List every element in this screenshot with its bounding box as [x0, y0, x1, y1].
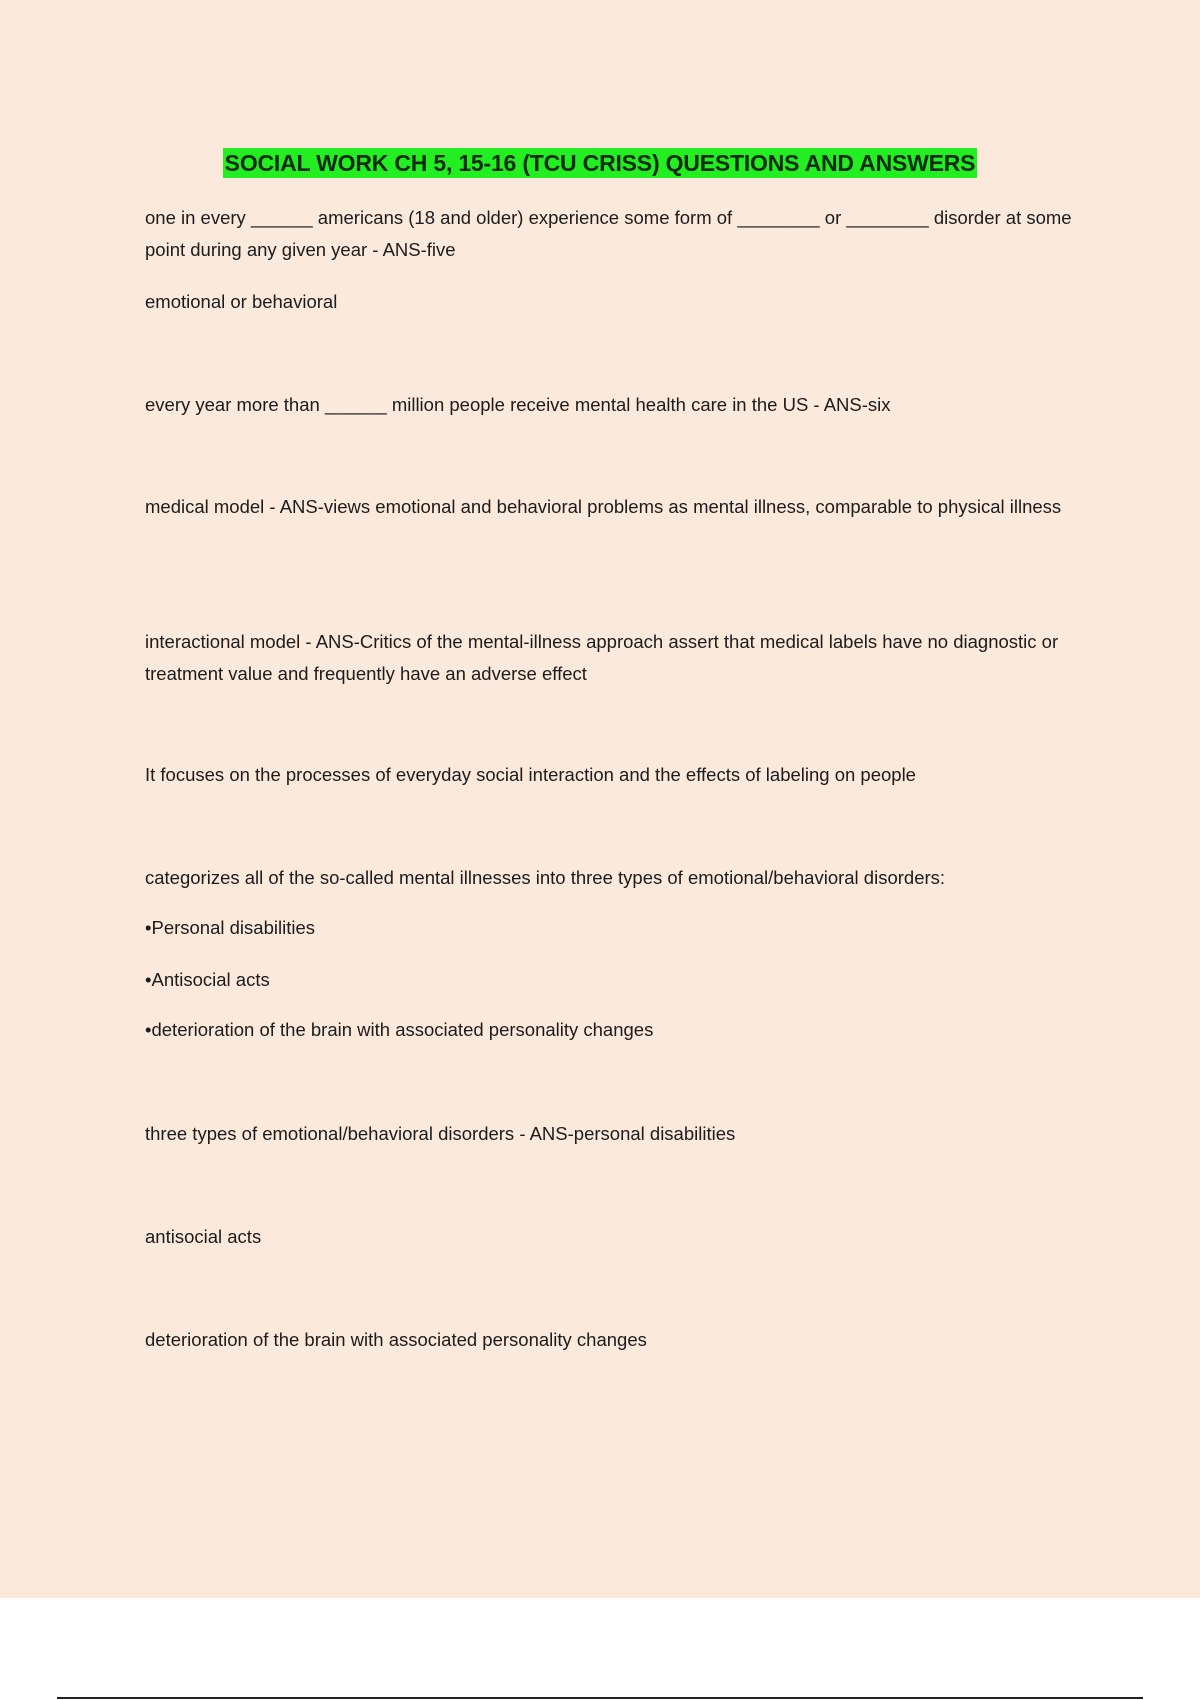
bullet-antisocial-acts: •Antisocial acts — [145, 969, 270, 990]
paragraph-medical-model: medical model - ANS-views emotional and behavioral problems as mental illness, comparable to physical illness — [145, 496, 1062, 517]
paragraph-categorizes: categorizes all of the so-called mental illnesses into three types of emotional/behavioral disorders: — [145, 867, 946, 888]
title-wrap — [0, 148, 1200, 178]
bullet-deterioration: •deterioration of the brain with associated personality changes — [145, 1019, 654, 1040]
paragraph-question-2: every year more than ______ million people receive mental health care in the US - ANS-six — [145, 394, 891, 415]
footer-divider — [57, 1697, 1143, 1699]
paragraph-deterioration: deterioration of the brain with associated personality changes — [145, 1329, 647, 1350]
paragraph-antisocial-acts: antisocial acts — [145, 1226, 262, 1247]
paragraph-focus: It focuses on the processes of everyday social interaction and the effects of labeling on people — [145, 764, 916, 785]
paragraph-answer-1: emotional or behavioral — [145, 291, 338, 312]
document-title: SOCIAL WORK CH 5, 15-16 (TCU CRISS) QUESTIONS AND ANSWERS — [224, 150, 976, 176]
paragraph-interactional-model: interactional model - ANS-Critics of the mental-illness approach assert that medical labels have no diagnostic or treatment value and frequently have an adverse effect — [145, 631, 1059, 684]
paragraph-question-1: one in every ______ americans (18 and older) experience some form of ________ or ________ disorder at some point during any given year - ANS-five — [145, 207, 1072, 260]
paragraph-three-types: three types of emotional/behavioral disorders - ANS-personal disabilities — [145, 1123, 736, 1144]
bullet-personal-disabilities: •Personal disabilities — [145, 917, 315, 938]
